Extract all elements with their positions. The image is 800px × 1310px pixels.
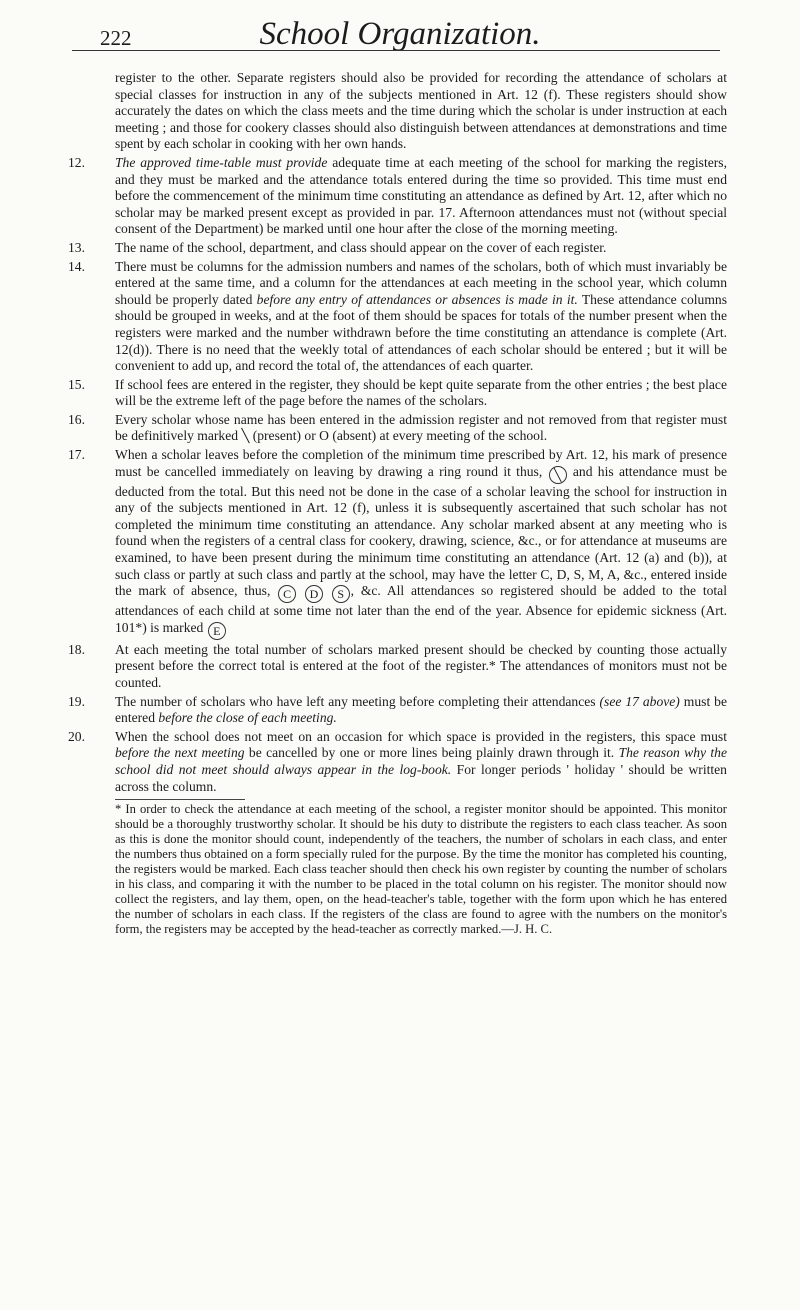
paragraph-text: (absent) at every meeting of the school. [332,428,548,444]
paragraph-text: &c. All attendances so registered should be added to the total attendances of each child at some time not later than the end of the year. Absence for epidemic sickness (Art. 101*) is marked [115,583,727,635]
page-number: 222 [100,26,132,50]
paragraph-text: adequate time at each meeting of the school for marking the registers, and they must be marked and the attendance totals entered during the time so provided. This time must end before the commencement of the minimum time constituting an attendance as defined by Art. 12, after which no scholar may be marked present except as provided in par. 17. Afternoon attendances must not (without special consent of the Department) be marked until one hour after the close of the morning meeting. [115,154,727,237]
paragraph-13 [68,239,727,257]
paragraph-text: These attendance columns should be grouped in weeks, and at the foot of them should be spaces for totals of the number present when the registers were marked and the number withdrawn before the time constituting an attendance is complete (Art. 12(d)). There is no need that the weekly total of attendances of each scholar should be entered ; but it will be convenient to add up, and record the total of, the attendances of each quarter. [115,291,727,374]
paragraph-17: 17. When a scholar leaves before the completion of the minimum time prescribed by Art. 12, his mark of presence must be cancelled immediately on leaving by drawing a ring round it thus, ╲ and his attendance must be deducted from the total. But this need not be done in the case of a scholar leaving the school for instruction in any of the subjects mentioned in Art. 12 (f), unless it is subsequently ascertained that such scholar has not completed the minimum time constituting an attendance. Any scholar marked absent at any meeting who is found when the registers of a central class for cookery, drawing, science, &c., or for attendance at museums are examined, to have been present during the minimum time constituting an attendance (Art. 12 (a) and (b)), at such class or partly at such class and partly at the school, may have the letter C, D, S, M, A, &c., entered inside the mark of absence, thus, C D S , &c. All attendances so registered should be added to the total attendances of each child at some time not later than the end of the year. Absence for epidemic sickness (Art. 101*) is marked E [68,447,727,638]
emphasis-text: (see 17 above) [599,693,680,709]
paragraph-text: must be entered [115,693,727,726]
intro-paragraph: register to the other. Separate registers should also be provided for recording the attendance of scholars at special classes for instruction in any of the subjects mentioned in Art. 12 (f). These registers should show accurately the dates on which the class meets and the time during which the scholar is under instruction at each meeting ; and those for cookery classes should also distinguish between attendances at demonstrations and time spent by each scholar in cooking with her own hands. [115,70,727,152]
paragraph-number: 13. [68,239,85,255]
paragraph-19 [68,693,727,727]
paragraph-number: 12. [68,154,85,170]
paragraph-text: The name of the school, department, and class should appear on the cover of each register. [115,239,607,255]
paragraph-number: 18. [68,641,85,657]
paragraph-18 [68,641,727,692]
paragraph-number: 16. [68,411,85,427]
paragraph-text: For longer periods ' holiday ' should be written across the column. [115,761,727,794]
lead-text: The approved time-table must provide [115,154,328,170]
ring-letter-e: E [208,622,226,640]
emphasis-text: The reason why the school did not meet should always appear in the log-book. [115,745,727,777]
paragraph-number: 14. [68,258,85,274]
paragraph-text: be cancelled by one or more lines being plainly drawn through it. [248,745,615,761]
footnote-rule [115,799,245,800]
paragraph-14 [68,258,727,375]
emphasis-text: before the close of each meeting. [158,710,337,726]
paragraph-15 [68,376,727,410]
running-title: School Organization. [259,16,541,52]
paragraph-number: 20. [68,728,85,744]
ring-letter-s: S [332,585,350,603]
paragraph-number: 17. [68,447,85,463]
page-body [68,70,727,937]
paragraph-text: When the school does not meet on an occasion for which space is provided in the registers, this space must [115,728,727,744]
footnote: * In order to check the attendance at each meeting of the school, a register monitor should be appointed. This monitor should be a thoroughly trustworthy scholar. It should be his duty to distribute the registers to each class teacher. As soon as this is done the monitor should count, independently of the teachers, the number of scholars in each class, and enter the numbers thus obtained on a form specially ruled for the purpose. By the time the monitor has completed his counting, the registers would be marked. Each class teacher should then check his own register by counting the number of scholars in his class, and comparing it with the number to be placed in the total column on his register. The monitor should now collect the registers, and lay them, open, on the head-teacher's table, together with the form upon which he has entered the number of scholars in each class. If the registers of the class are found to agree with the numbers on the monitor's form, the registers may be accepted by the head-teacher as correctly marked.—J. H. C. [115,802,727,937]
ring-letter-c: C [278,585,296,603]
emphasis-text: before the next meeting [115,745,245,761]
page-header [72,12,728,58]
absent-mark: O [319,428,329,444]
paragraph-number: 19. [68,693,85,709]
paragraph-text: Every scholar whose name has been entered in the admission register and not removed from that register must be definitively marked [115,411,727,444]
paragraph-text: At each meeting the total number of scholars marked present should be checked by counting those actually present before the correct total is entered at the foot of the register.* The attendances of monitors must not be counted. [115,641,727,690]
paragraph-16 [68,411,727,445]
paragraph-text: and his attendance must be deducted from the total. But this need not be done in the case of a scholar leaving the school for instruction in any of the subjects mentioned in Art. 12 (f), unless it is subsequently ascertained that such scholar has not completed the minimum time constituting an attendance. Any scholar marked absent at any meeting who is found when the registers of a central class for cookery, drawing, science, &c., or for attendance at museums are examined, to have been present during the minimum time constituting an attendance (Art. 12 (a) and (b)), at such class or partly at such class and partly at the school, may have the letter C, D, S, M, A, &c., entered inside the mark of absence, thus, [115,463,727,599]
paragraph-number: 15. [68,376,85,392]
present-mark-icon: ╲ [241,428,250,444]
paragraph-text: If school fees are entered in the register, they should be kept quite separate from the other entries ; the best place will be the extreme left of the page before the names of the scholars. [115,376,727,409]
paragraph-12 [68,154,727,238]
paragraph-text: The number of scholars who have left any meeting before completing their attendances [115,693,596,709]
ring-letter-d: D [305,585,323,603]
paragraph-20 [68,728,727,795]
paragraph-text: When a scholar leaves before the completion of the minimum time prescribed by Art. 12, his mark of presence must be cancelled immediately on leaving by drawing a ring round it thus, [115,447,727,479]
ringed-tick-icon: ╲ [549,466,567,484]
emphasis-text: before any entry of attendances or absences is made in it. [256,291,578,307]
paragraph-text: There must be columns for the admission numbers and names of the scholars, both of which must invariably be entered at the same time, and a column for the attendances at each meeting in the school year, which column should be properly dated [115,258,727,307]
header-rule [72,50,720,51]
paragraph-text: (present) or [252,428,316,444]
